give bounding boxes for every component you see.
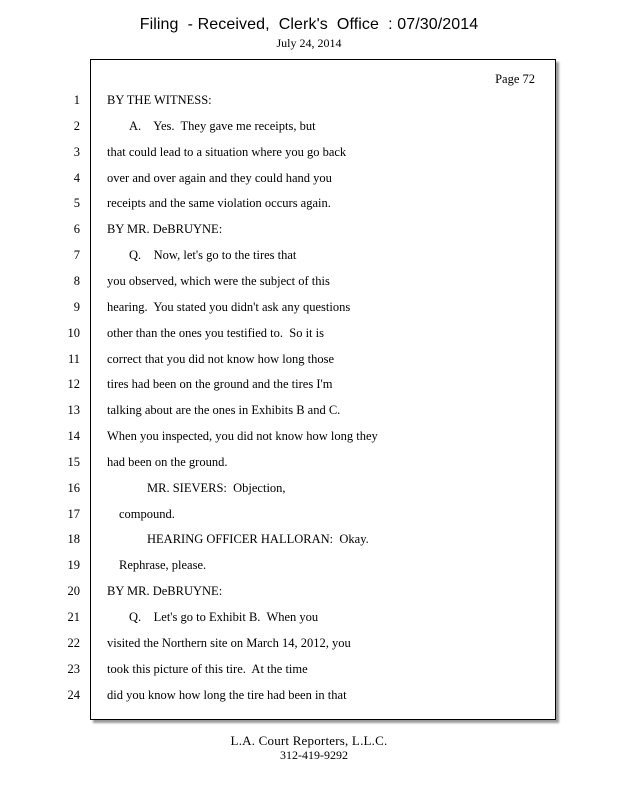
line-number: 4 [73, 171, 80, 185]
line-number: 11 [67, 352, 80, 366]
line-text: MR. SIEVERS: Objection, [147, 481, 286, 495]
line-number: 12 [67, 377, 80, 391]
transcript-date: July 24, 2014 [276, 36, 342, 50]
line-text: BY MR. DeBRUYNE: [107, 222, 223, 236]
line-text: visited the Northern site on March 14, 2012, you [107, 636, 351, 650]
line-number: 3 [73, 145, 80, 159]
line-number: 18 [67, 532, 80, 546]
line-text: Q. Let's go to Exhibit B. When you [129, 610, 319, 624]
line-number: 9 [73, 300, 80, 314]
line-number: 6 [73, 222, 80, 236]
line-text: Q. Now, let's go to the tires that [129, 248, 297, 262]
filing-stamp: Filing - Received, Clerk's Office : 07/30/2014 [139, 16, 479, 33]
line-number: 21 [67, 610, 80, 624]
line-text: HEARING OFFICER HALLORAN: Okay. [147, 532, 369, 546]
line-number: 8 [73, 274, 80, 288]
line-text: over and over again and they could hand you [107, 171, 332, 185]
page-number: Page 72 [495, 72, 535, 86]
line-text: BY THE WITNESS: [107, 93, 212, 107]
line-number: 22 [67, 636, 80, 650]
reporter-phone: 312-419-9292 [280, 748, 348, 762]
line-text: hearing. You stated you didn't ask any questions [107, 300, 351, 314]
line-number: 20 [67, 584, 80, 598]
line-number: 13 [67, 403, 80, 417]
line-text: had been on the ground. [107, 455, 228, 469]
line-number: 24 [67, 688, 80, 702]
line-text: tires had been on the ground and the tires I'm [107, 377, 333, 391]
line-number: 19 [67, 558, 80, 572]
line-number: 14 [67, 429, 80, 443]
line-number: 23 [67, 662, 80, 676]
line-text: receipts and the same violation occurs again. [107, 196, 331, 210]
line-text: you observed, which were the subject of this [107, 274, 330, 288]
reporter-company: L.A. Court Reporters, L.L.C. [230, 733, 388, 748]
line-number: 17 [67, 507, 80, 521]
line-text: took this picture of this tire. At the time [107, 662, 308, 676]
line-text: BY MR. DeBRUYNE: [107, 584, 223, 598]
line-number: 5 [73, 196, 80, 210]
line-text: Rephrase, please. [119, 558, 207, 572]
line-number: 15 [67, 455, 80, 469]
line-text: compound. [119, 507, 175, 521]
line-text: that could lead to a situation where you go back [107, 145, 347, 159]
line-number: 7 [73, 248, 80, 262]
line-text: When you inspected, you did not know how long they [107, 429, 378, 443]
line-text: talking about are the ones in Exhibits B and C. [107, 403, 341, 417]
line-number: 1 [73, 93, 80, 107]
line-text: did you know how long the tire had been in that [107, 688, 347, 702]
line-number: 2 [73, 119, 80, 133]
line-text: A. Yes. They gave me receipts, but [129, 119, 316, 133]
line-text: other than the ones you testified to. So it is [107, 326, 324, 340]
line-text: correct that you did not know how long those [107, 352, 335, 366]
line-number: 16 [67, 481, 80, 495]
line-number: 10 [67, 326, 80, 340]
